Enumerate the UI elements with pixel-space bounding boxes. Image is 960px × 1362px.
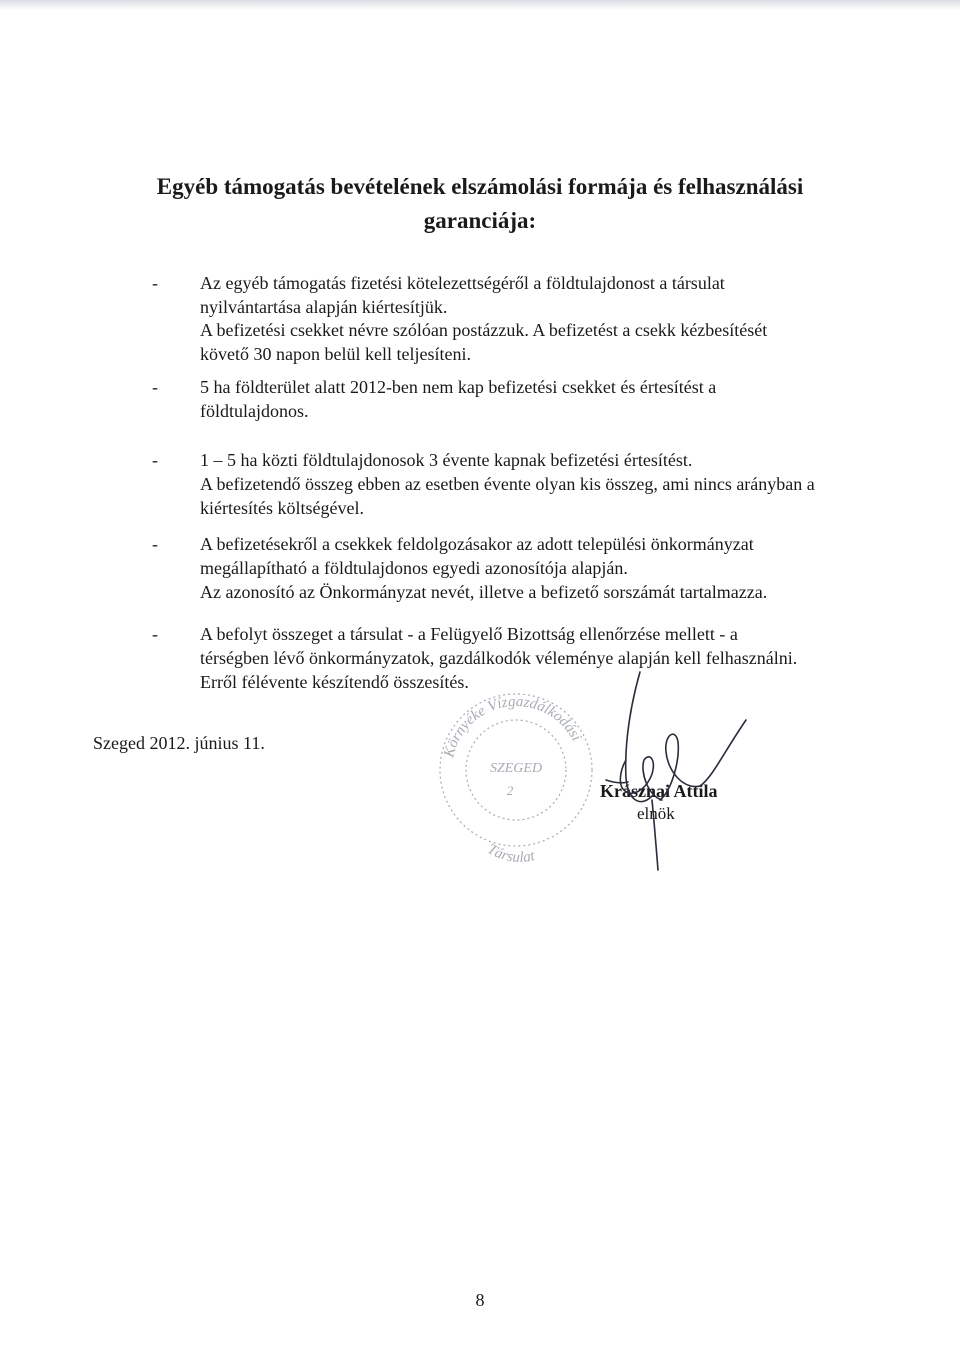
stamp-outer-text: Környéke Vízgazdálkodási: [441, 693, 585, 760]
item-text-line: 5 ha földterület alatt 2012-ben nem kap befizetési csekket és értesítést a: [200, 377, 717, 397]
item-text-line: követő 30 napon belül kell teljesíteni.: [200, 344, 471, 364]
item-text-line: A befizetésekről a csekkek feldolgozásakor az adott települési önkormányzat: [200, 534, 754, 554]
bullet-dash: -: [152, 377, 158, 397]
item-text-line: Erről félévente készítendő összesítés.: [200, 672, 469, 692]
item-text-line: megállapítható a földtulajdonos egyedi azonosítója alapján.: [200, 558, 628, 578]
item-text-line: A befolyt összeget a társulat - a Felügyelő Bizottság ellenőrzése mellett - a: [200, 624, 738, 644]
signer-name: Krásznai Attila: [600, 781, 718, 801]
bullet-dash: -: [152, 450, 158, 470]
stamp-center-text: SZEGED: [489, 761, 543, 776]
item-text-line: kiértesítés költségével.: [200, 498, 364, 518]
page-number: 8: [475, 1290, 485, 1310]
bullet-dash: -: [152, 534, 158, 554]
item-text-line: A befizetési csekket névre szólóan postázzuk. A befizetést a csekk kézbesítését: [200, 320, 768, 340]
document-title-line-1: Egyéb támogatás bevételének elszámolási formája és felhasználási: [156, 174, 804, 199]
item-text-line: térségben lévő önkormányzatok, gazdálkodók véleménye alapján kell felhasználni.: [200, 648, 798, 668]
bullet-dash: -: [152, 624, 158, 644]
stamp-center-number: 2: [506, 783, 514, 798]
item-text-line: 1 – 5 ha közti földtulajdonosok 3 évente kapnak befizetési értesítést.: [200, 450, 693, 470]
item-text-line: földtulajdonos.: [200, 401, 309, 421]
item-text-line: Az egyéb támogatás fizetési kötelezettségéről a földtulajdonost a társulat: [200, 273, 725, 293]
place-date: Szeged 2012. június 11.: [93, 733, 265, 753]
stamp-bottom-text: Társulat: [484, 841, 537, 866]
document-title-line-2: garanciája:: [423, 208, 537, 233]
item-text-line: Az azonosító az Önkormányzat nevét, illetve a befizető sorszámát tartalmazza.: [200, 582, 768, 602]
item-text-line: A befizetendő összeg ebben az esetben évente olyan kis összeg, ami nincs arányban a: [200, 474, 815, 494]
item-text-line: nyilvántartása alapján kiértesítjük.: [200, 297, 448, 317]
signer-title: elnök: [637, 804, 675, 823]
bullet-dash: -: [152, 273, 158, 293]
